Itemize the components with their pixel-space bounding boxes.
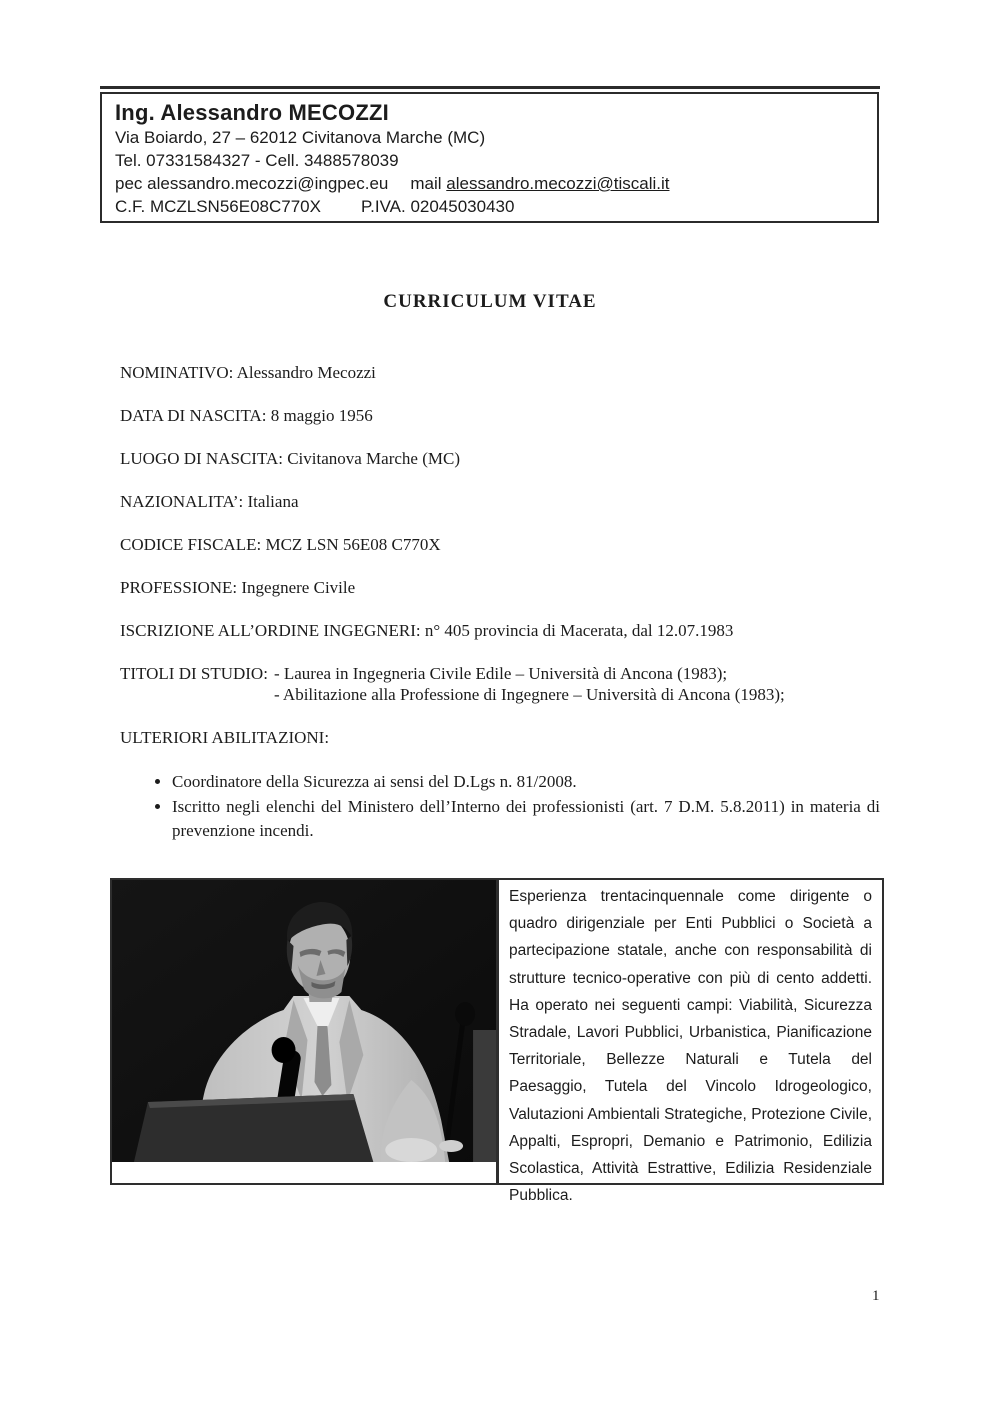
header-top-rule [100,86,880,89]
abilitazione-coordinatore: • Coordinatore della Sicurezza ai sensi del D.Lgs n. 81/2008. [172,770,882,795]
codice-fiscale-short: C.F. MCZLSN56E08C770X [115,197,321,216]
ulteriori-abilitazioni-list [120,770,882,844]
titolo-abilitazione: - Abilitazione alla Professione di Ingegnere – Università di Ancona (1983); [273,685,785,704]
titoli-label: TITOLI DI STUDIO: [120,664,268,683]
mail-label: mail [410,174,442,193]
field-luogo-di-nascita: LUOGO DI NASCITA: Civitanova Marche (MC) [120,449,460,468]
email-line [115,172,864,195]
pec-address: pec alessandro.mecozzi@ingpec.eu [115,174,389,193]
phone-line: Tel. 07331584327 - Cell. 3488578039 [115,151,399,170]
abilitazione-prevenzione-incendi: • Iscritto negli elenchi del Ministero dell’Interno dei professionisti (art. 7 D.M. 5.8.2011) in materia di prevenzione incendi. [172,795,882,844]
ulteriori-abilitazioni-label: ULTERIORI ABILITAZIONI: [120,728,330,747]
contact-header-box [100,92,879,223]
field-nazionalita: NAZIONALITA’: Italiana [120,492,299,511]
titolo-laurea: - Laurea in Ingegneria Civile Edile – Università di Ancona (1983); [273,664,728,683]
person-name: Ing. Alessandro MECOZZI [115,100,389,125]
experience-summary-text: Esperienza trentacinquennale come dirigente o quadro dirigenziale per Enti Pubblici o Società a partecipazione statale, anche con responsabilità di strutture tecnico-operative con più di cento addetti. Ha operato nei seguenti campi: Viabilità, Sicurezza Stradale, Lavori Pubblici, Urbanistica, Pianificazione Territoriale, Bellezze Naturali e Tutela del Paesaggio, Tutela del Vincolo Idrogeologico, Valutazioni Ambientali Strategiche, Protezione Civile, Appalti, Espropri, Demanio e Patrimonio, Edilizia Scolastica, Attività Estrattive, Edilizia Residenziale Pubblica. [509,888,872,1205]
document-title: CURRICULUM VITAE [383,291,597,312]
field-codice-fiscale: CODICE FISCALE: MCZ LSN 56E08 C770X [120,535,441,554]
experience-summary-box [497,878,884,1205]
portrait-photo-frame [110,878,498,1185]
conference-photo [112,880,496,1162]
fiscal-line [115,195,864,218]
cv-fields [120,362,882,844]
mail-address-link[interactable]: alessandro.mecozzi@tiscali.it [446,174,670,193]
field-professione: PROFESSIONE: Ingegnere Civile [120,578,356,597]
address-line: Via Boiardo, 27 – 62012 Civitanova Marche (MC) [115,128,486,147]
page-number: 1 [872,1288,880,1304]
field-iscrizione-ordine: ISCRIZIONE ALL’ORDINE INGEGNERI: n° 405 provincia di Macerata, dal 12.07.1983 [120,621,734,640]
partita-iva: P.IVA. 02045030430 [360,197,515,216]
field-nominativo: NOMINATIVO: Alessandro Mecozzi [120,363,376,382]
titoli-items [274,663,785,705]
field-titoli-di-studio [120,663,882,705]
field-data-di-nascita: DATA DI NASCITA: 8 maggio 1956 [120,406,373,425]
